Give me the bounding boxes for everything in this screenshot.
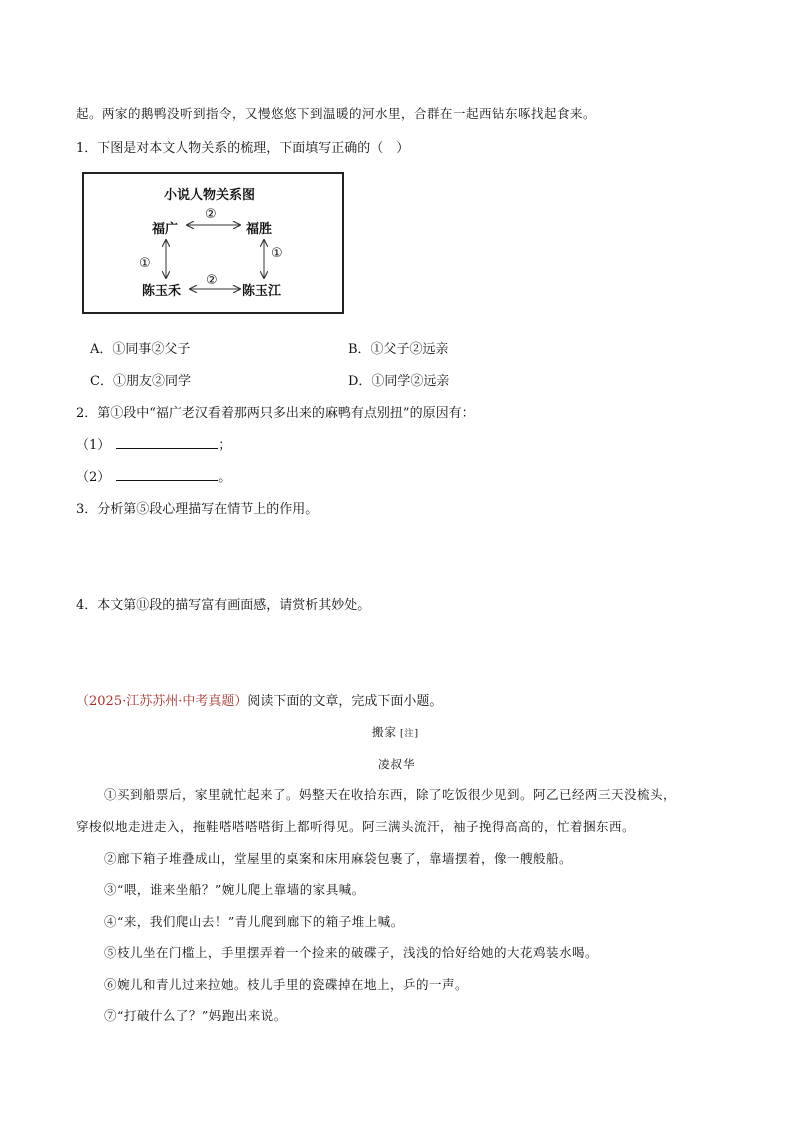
option-b: B．①父子②远亲 [348,342,449,357]
exam-source: （2025·江苏苏州·中考真题） [76,694,248,709]
option-d: D．①同学②远亲 [348,374,450,389]
node-fusheng: 福胜 [246,222,273,237]
label-left: ① [139,256,151,271]
title-note: [注] [400,729,420,739]
label-bottom: ② [206,273,218,288]
option-a: A．①同事②父子 [90,342,191,357]
diagram-title: 小说人物关系图 [164,188,256,203]
node-chenyujiang: 陈玉江 [242,284,282,299]
relationship-diagram [82,172,344,314]
question-3-stem: 3．分析第⑤段心理描写在情节上的作用。 [76,502,319,517]
item-2-prefix: （2） [76,470,111,485]
paragraph-1-line-1: ①买到船票后，家里就忙起来了。妈整天在收拾东西，除了吃饭很少见到。阿乙已经两三天没梳头， [104,787,677,802]
article-title-text: 搬家 [372,725,397,739]
node-fuguang: 福广 [152,222,179,237]
item-1-suffix: ； [218,438,232,453]
question-2-stem: 2．第①段中“福广老汉看着那两只多出来的麻鸭有点别扭”的原因有： [76,406,475,421]
continuation-line: 起。两家的鹅鸭没听到指令，又慢悠悠下到温暖的河水里，合群在一起西钻东啄找起食来。 [76,106,597,121]
item-1-prefix: （1） [76,438,111,453]
question-2-item-1 [76,434,231,453]
answer-blank-1[interactable] [116,436,218,449]
section-2-heading [76,690,442,709]
paragraph-2: ②廊下箱子堆叠成山，堂屋里的桌案和床用麻袋包裹了，靠墙摆着，像一艘般船。 [104,851,573,866]
article-title [372,724,419,740]
article-author: 凌叔华 [378,757,416,771]
question-1-stem: 1．下图是对本文人物关系的梳理，下面填写正确的（ ） [76,141,410,156]
label-top: ② [205,207,217,222]
question-4-stem: 4．本文第⑪段的描写富有画面感，请赏析其妙处。 [76,598,371,613]
item-2-suffix: 。 [218,470,232,485]
option-c: C．①朋友②同学 [90,374,191,389]
paragraph-3: ③“喂，谁来坐船？”婉儿爬上靠墙的家具喊。 [104,882,365,897]
reading-instruction: 阅读下面的文章，完成下面小题。 [247,694,443,709]
question-2-item-2 [76,466,231,485]
label-right: ① [271,246,283,261]
node-chenyuhe: 陈玉禾 [142,284,182,299]
paragraph-5: ⑤枝儿坐在门槛上，手里摆弄着一个捡来的破碟子，浅浅的恰好给她的大花鸡装水喝。 [104,945,599,960]
paragraph-7: ⑦“打破什么了？”妈跑出来说。 [104,1008,287,1023]
paragraph-6: ⑥婉儿和青儿过来拉她。枝儿手里的瓷碟掉在地上，乒的一声。 [104,977,469,992]
answer-blank-2[interactable] [116,468,218,481]
paragraph-4: ④“来，我们爬山去！”青儿爬到廊下的箱子堆上喊。 [104,914,404,929]
paragraph-1-line-2: 穿梭似地走进走入，拖鞋嗒嗒嗒嗒街上都听得见。阿三满头流汗，袖子挽得高高的，忙着捆东西。 [76,819,636,834]
